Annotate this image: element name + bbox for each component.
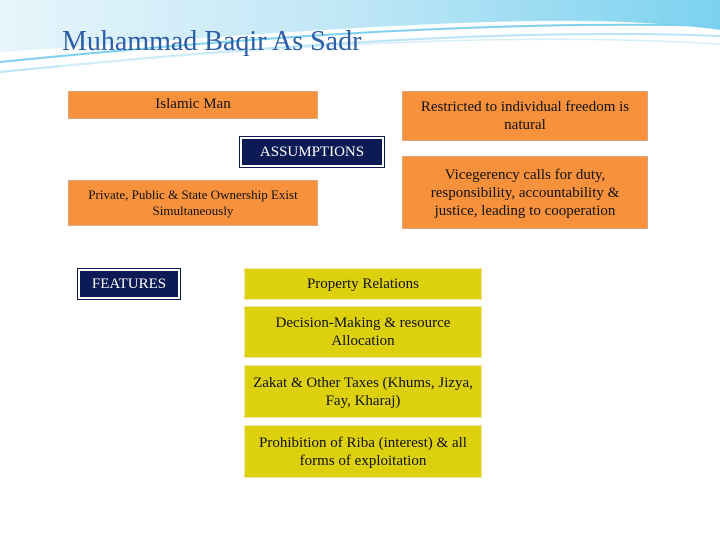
assumptions-heading	[240, 137, 384, 167]
restricted-freedom-box	[402, 91, 648, 141]
ownership-box	[68, 180, 318, 226]
feature-zakat-taxes	[244, 365, 482, 418]
restricted-freedom-label: Restricted to individual freedom is natural	[420, 99, 630, 133]
feature-label: Prohibition of Riba (interest) & all forms of exploitation	[259, 434, 467, 469]
ownership-label: Private, Public & State Ownership Exist Simultaneously	[88, 187, 298, 218]
feature-label: Zakat & Other Taxes (Khums, Jizya, Fay, Kharaj)	[253, 374, 473, 409]
assumptions-label: ASSUMPTIONS	[259, 144, 365, 160]
feature-property-relations	[244, 268, 482, 300]
features-label: FEATURES	[91, 276, 167, 292]
islamic-man-box	[68, 91, 318, 119]
vicegerency-box	[402, 156, 648, 229]
feature-label: Property Relations	[306, 276, 420, 292]
page-title: Muhammad Baqir As Sadr	[62, 26, 362, 57]
islamic-man-label: Islamic Man	[155, 96, 231, 112]
feature-label: Decision-Making & resource Allocation	[275, 315, 451, 349]
features-heading	[78, 269, 180, 299]
vicegerency-label: Vicegerency calls for duty, responsibility, accountability & justice, leading to cooperation	[430, 166, 620, 219]
feature-decision-making	[244, 306, 482, 358]
feature-prohibition-riba	[244, 425, 482, 478]
